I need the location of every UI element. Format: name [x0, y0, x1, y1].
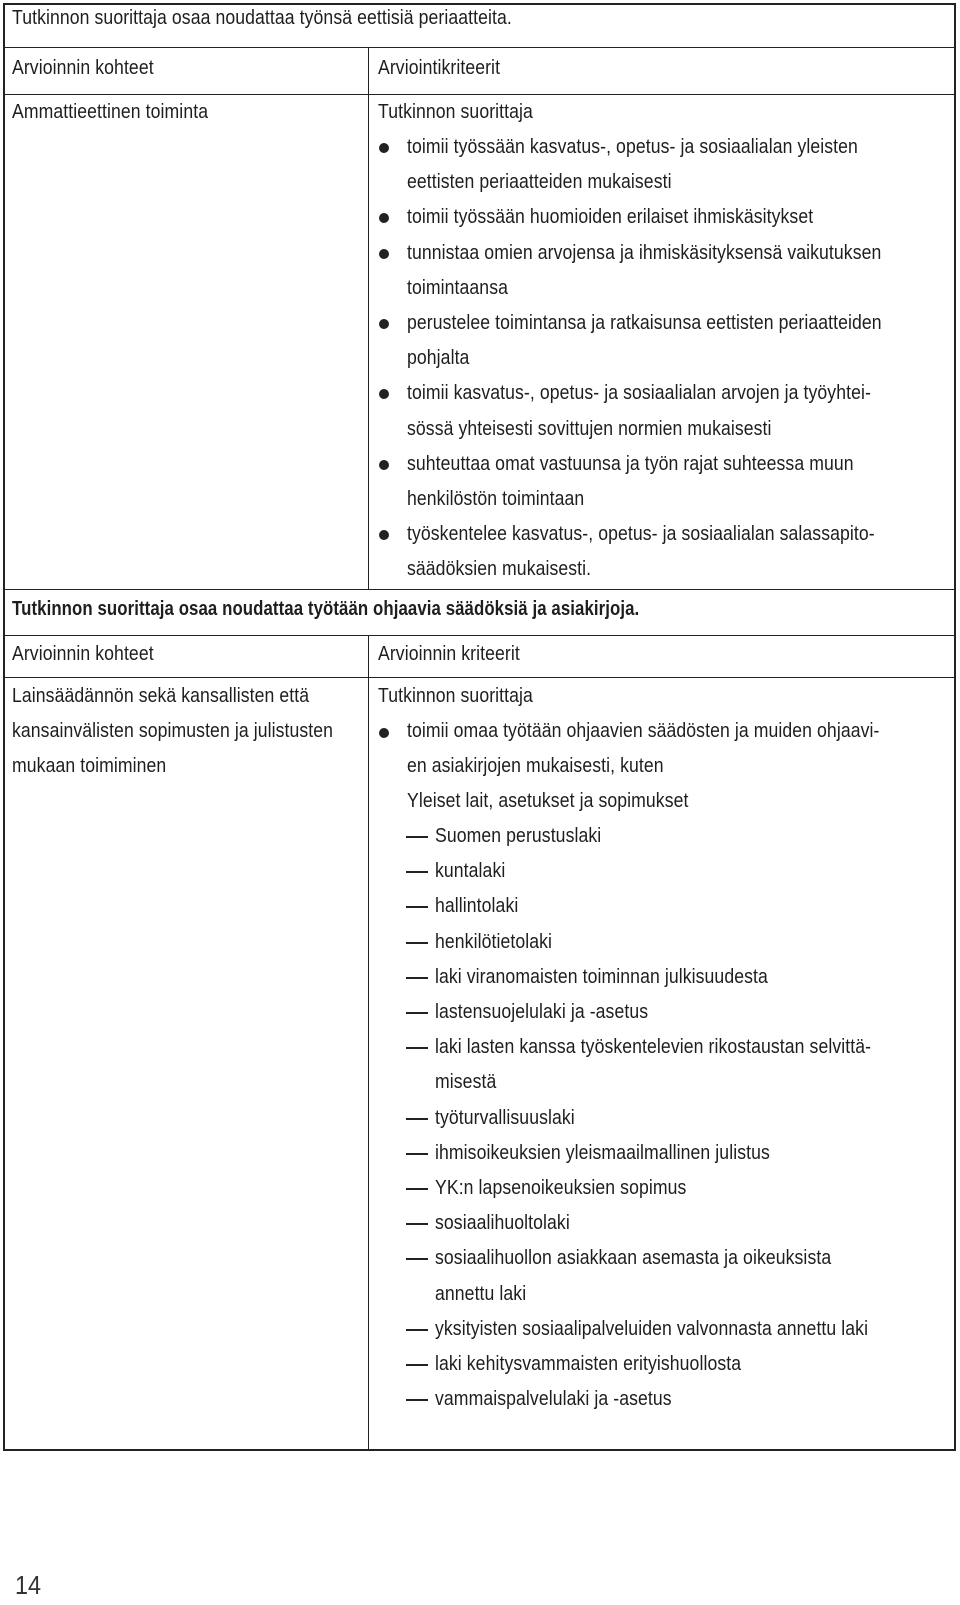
dash-icon — [406, 1364, 428, 1366]
law-item: misestä — [435, 1070, 497, 1093]
law-item: sosiaalihuollon asiakkaan asemasta ja oikeuksista — [435, 1246, 832, 1269]
subject-label: Tutkinnon suorittaja — [378, 684, 533, 707]
law-item: vammaispalvelulaki ja -asetus — [435, 1387, 672, 1410]
criterion-line: toimii kasvatus-, opetus- ja sosiaalialan arvojen ja työyhtei- — [407, 381, 871, 404]
bullet-icon — [379, 460, 389, 470]
subject-label: Tutkinnon suorittaja — [378, 100, 533, 123]
page-number: 14 — [15, 1570, 42, 1600]
targets-header: Arvioinnin kohteet — [12, 56, 154, 79]
criterion-line: eettisten periaatteiden mukaisesti — [407, 170, 672, 193]
criterion-line: henkilöstön toimintaan — [407, 487, 585, 510]
row-divider — [5, 47, 954, 48]
law-item: laki viranomaisten toiminnan julkisuudesta — [435, 965, 768, 988]
law-item: sosiaalihuoltolaki — [435, 1211, 570, 1234]
dash-icon — [406, 906, 428, 908]
criterion-line: toimii työssään huomioiden erilaiset ihmiskäsitykset — [407, 205, 814, 228]
targets-header: Arvioinnin kohteet — [12, 642, 154, 665]
laws-heading: Yleiset lait, asetukset ja sopimukset — [407, 789, 689, 812]
law-item: ihmisoikeuksien yleismaailmallinen julistus — [435, 1141, 770, 1164]
dash-icon — [406, 836, 428, 838]
dash-icon — [406, 1223, 428, 1225]
law-item: laki kehitysvammaisten erityishuollosta — [435, 1352, 742, 1375]
dash-icon — [406, 1047, 428, 1049]
law-item: Suomen perustuslaki — [435, 824, 602, 847]
law-item: yksityisten sosiaalipalveluiden valvonnasta annettu laki — [435, 1317, 869, 1340]
bullet-icon — [379, 728, 389, 738]
criterion-line: säädöksien mukaisesti. — [407, 557, 592, 580]
row-divider — [5, 589, 954, 590]
bullet-icon — [379, 319, 389, 329]
criterion-line: en asiakirjojen mukaisesti, kuten — [407, 754, 664, 777]
law-item: hallintolaki — [435, 894, 519, 917]
assessment-target: Ammattieettinen toiminta — [12, 100, 209, 123]
criterion-line: tunnistaa omien arvojensa ja ihmiskäsityksensä vaikutuksen — [407, 241, 882, 264]
dash-icon — [406, 871, 428, 873]
assessment-target-line: mukaan toimiminen — [12, 754, 167, 777]
dash-icon — [406, 1258, 428, 1260]
dash-icon — [406, 1399, 428, 1401]
law-item: laki lasten kanssa työskentelevien rikostaustan selvittä- — [435, 1035, 872, 1058]
bullet-icon — [379, 530, 389, 540]
criterion-line: toimii työssään kasvatus-, opetus- ja sosiaalialan yleisten — [407, 135, 858, 158]
section-title: Tutkinnon suorittaja osaa noudattaa työtään ohjaavia säädöksiä ja asiakirjoja. — [12, 597, 640, 620]
dash-icon — [406, 1188, 428, 1190]
dash-icon — [406, 1118, 428, 1120]
bullet-icon — [379, 249, 389, 259]
law-item: henkilötietolaki — [435, 930, 553, 953]
section-title: Tutkinnon suorittaja osaa noudattaa työnsä eettisiä periaatteita. — [12, 6, 512, 29]
law-item: lastensuojelulaki ja -asetus — [435, 1000, 649, 1023]
assessment-target-line: kansainvälisten sopimusten ja julistusten — [12, 719, 334, 742]
dash-icon — [406, 1329, 428, 1331]
criterion-line: työskentelee kasvatus-, opetus- ja sosiaalialan salassapito- — [407, 522, 875, 545]
dash-icon — [406, 942, 428, 944]
law-item: kuntalaki — [435, 859, 506, 882]
criterion-line: toimintaansa — [407, 276, 508, 299]
bullet-icon — [379, 389, 389, 399]
dash-icon — [406, 1012, 428, 1014]
column-divider — [368, 47, 369, 589]
criterion-line: perustelee toimintansa ja ratkaisunsa eettisten periaatteiden — [407, 311, 882, 334]
dash-icon — [406, 1153, 428, 1155]
bullet-icon — [379, 213, 389, 223]
dash-icon — [406, 977, 428, 979]
criterion-line: sössä yhteisesti sovittujen normien mukaisesti — [407, 417, 772, 440]
criteria-header: Arviointikriteerit — [378, 56, 501, 79]
column-divider — [368, 635, 369, 1451]
law-item: YK:n lapsenoikeuksien sopimus — [435, 1176, 687, 1199]
criterion-line: pohjalta — [407, 346, 470, 369]
law-item: työturvallisuuslaki — [435, 1106, 575, 1129]
criterion-line: toimii omaa työtään ohjaavien säädösten ja muiden ohjaavi- — [407, 719, 880, 742]
assessment-target-line: Lainsäädännön sekä kansallisten että — [12, 684, 310, 707]
bullet-icon — [379, 143, 389, 153]
criterion-line: suhteuttaa omat vastuunsa ja työn rajat suhteessa muun — [407, 452, 854, 475]
law-item: annettu laki — [435, 1282, 527, 1305]
criteria-header: Arvioinnin kriteerit — [378, 642, 520, 665]
